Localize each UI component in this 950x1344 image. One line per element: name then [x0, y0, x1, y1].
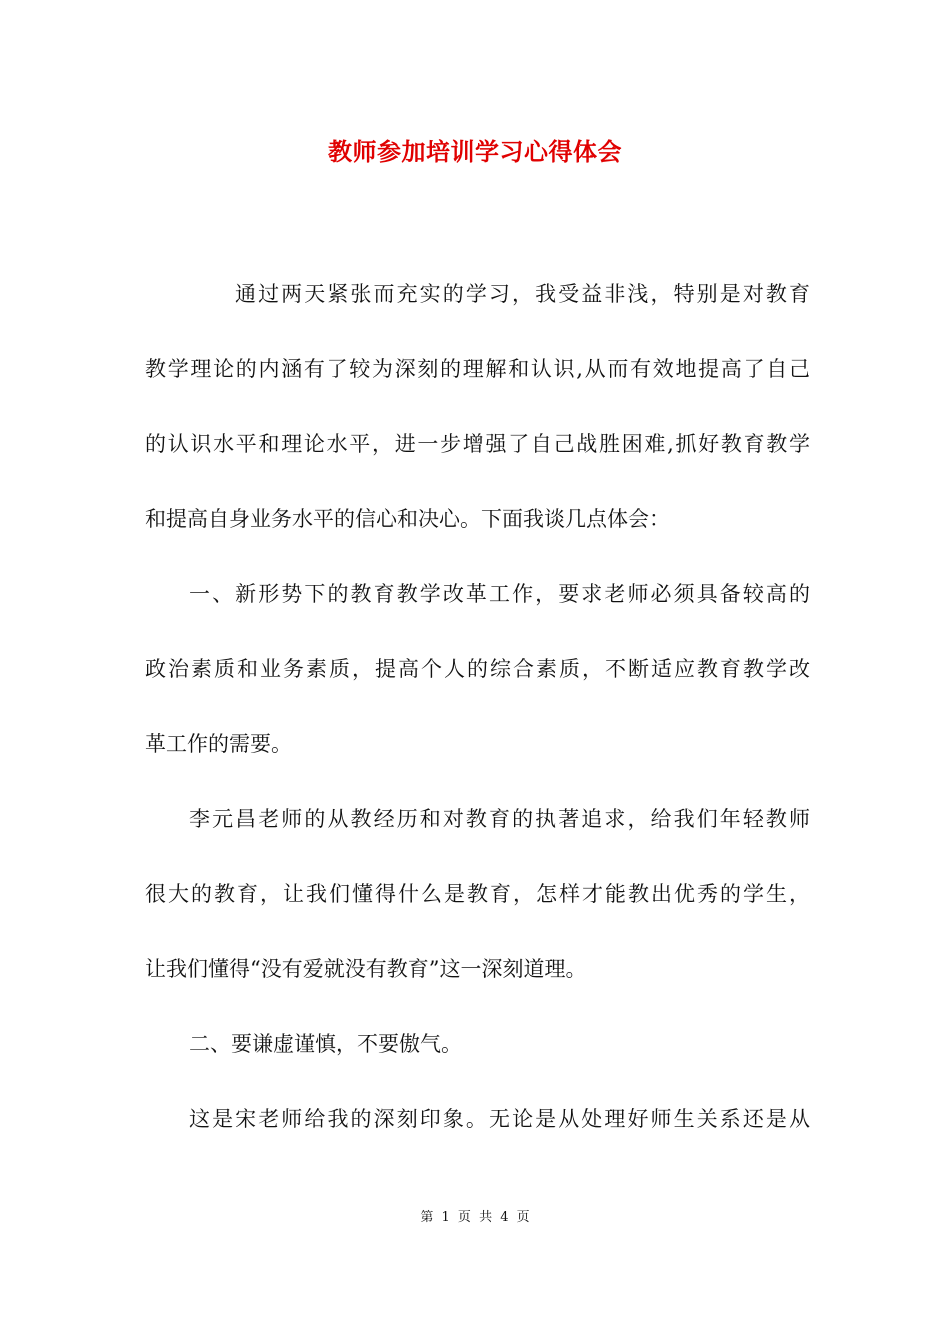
paragraph-line: 这是宋老师给我的深刻印象。无论是从处理好师生关系还是从	[189, 1107, 810, 1131]
footer-mid2: 共	[479, 1210, 493, 1225]
footer-total-pages: 4	[500, 1210, 509, 1225]
footer-mid1: 页	[457, 1210, 471, 1225]
paragraph-line: 很大的教育，让我们懂得什么是教育，怎样才能教出优秀的学生，	[145, 882, 810, 906]
paragraph-line: 政治素质和业务素质，提高个人的综合素质，不断适应教育教学改	[145, 657, 810, 681]
paragraph-line: 一、新形势下的教育教学改革工作，要求老师必须具备较高的	[189, 582, 810, 606]
paragraph-line: 教学理论的内涵有了较为深刻的理解和认识,从而有效地提高了自己	[145, 357, 810, 381]
paragraph-line: 李元昌老师的从教经历和对教育的执著追求，给我们年轻教师	[189, 807, 810, 831]
footer-suffix: 页	[516, 1210, 530, 1225]
paragraph-line: 通过两天紧张而充实的学习，我受益非浅，特别是对教育	[235, 282, 810, 306]
page-footer	[0, 1208, 950, 1228]
document-title: 教师参加培训学习心得体会	[328, 137, 622, 166]
document-body	[145, 276, 810, 1176]
paragraph-line: 让我们懂得“没有爱就没有教育”这一深刻道理。	[145, 957, 587, 981]
paragraph-line: 的认识水平和理论水平，进一步增强了自己战胜困难,抓好教育教学	[145, 432, 810, 456]
paragraph-line: 和提高自身业务水平的信心和决心。下面我谈几点体会：	[145, 507, 670, 531]
footer-prefix: 第	[420, 1210, 434, 1225]
paragraph-line: 二、要谦虚谨慎，不要傲气。	[189, 1032, 462, 1056]
footer-page-number: 1	[441, 1210, 450, 1225]
paragraph-line: 革工作的需要。	[145, 732, 292, 756]
